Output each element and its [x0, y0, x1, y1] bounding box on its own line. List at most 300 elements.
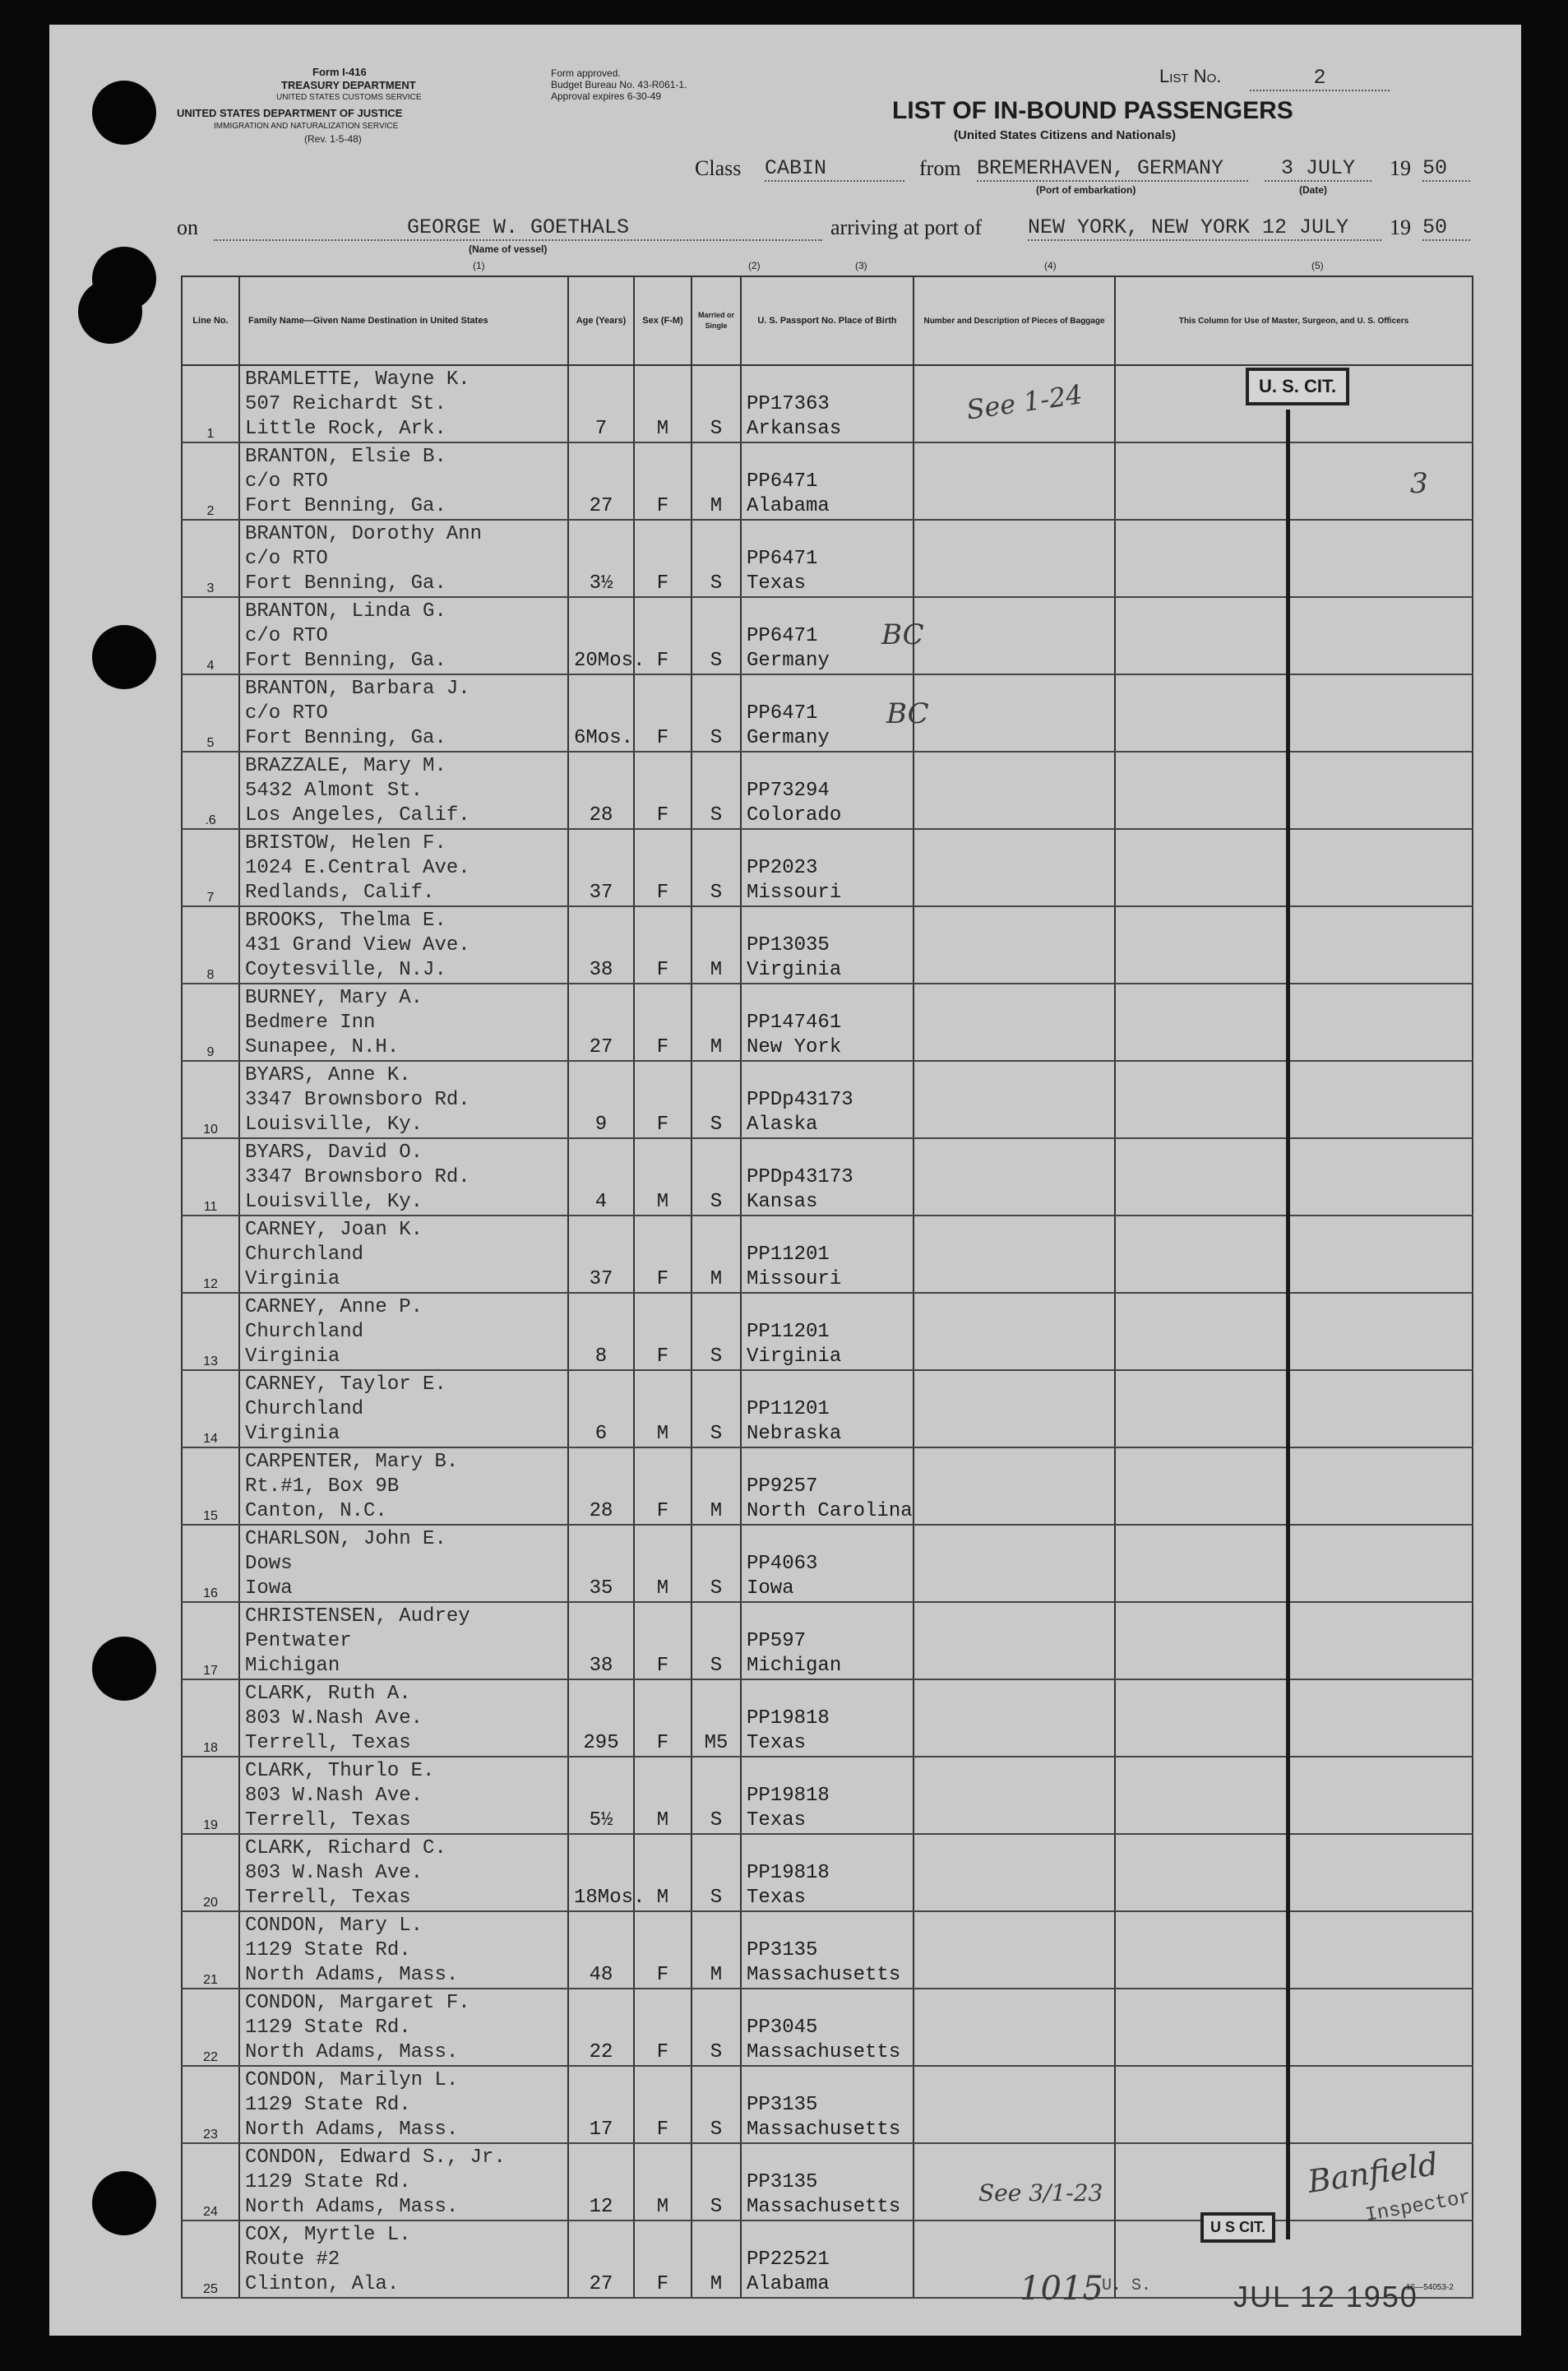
col-num-5: (5): [1311, 260, 1324, 271]
address-line: Terrell, Texas: [245, 1732, 411, 1754]
table-row: [182, 442, 1473, 520]
line-number: 23: [182, 2066, 239, 2143]
passenger-name: [239, 984, 568, 1061]
passenger-sex: M: [634, 1525, 691, 1602]
address-line: Little Rock, Ark.: [245, 418, 446, 440]
birth-place: Alabama: [747, 495, 830, 517]
passenger-sex: F: [634, 1989, 691, 2066]
officer-cell: [1115, 1834, 1473, 1911]
birth-place: Nebraska: [747, 1423, 842, 1445]
class-value: CABIN: [765, 156, 904, 182]
passport-birth: [741, 2143, 914, 2220]
passenger-sex: M: [634, 365, 691, 442]
line-number: 18: [182, 1679, 239, 1757]
passport-number: PP11201: [747, 1398, 830, 1420]
table-row: [182, 2143, 1473, 2220]
year-value: 50: [1422, 156, 1470, 182]
approval-expires: Approval expires 6-30-49: [551, 90, 662, 102]
table-row: [182, 597, 1473, 674]
passenger-name: [239, 2066, 568, 2143]
line-number: 19: [182, 1757, 239, 1834]
table-row: [182, 1834, 1473, 1911]
line-number: 22: [182, 1989, 239, 2066]
passenger-sex: F: [634, 520, 691, 597]
budget-bureau: Budget Bureau No. 43-R061-1.: [551, 79, 687, 90]
passport-birth: [741, 1370, 914, 1447]
passport-number: PP3135: [747, 2171, 818, 2193]
passport-birth: [741, 1834, 914, 1911]
address-line: North Adams, Mass.: [245, 2119, 459, 2141]
passenger-age: 6: [568, 1370, 634, 1447]
baggage-cell: [914, 829, 1115, 906]
family-name: CONDON, Mary L.: [245, 1915, 423, 1937]
count-mark: 3: [1410, 467, 1428, 500]
on-label: on: [177, 215, 198, 239]
passenger-table: [181, 276, 1473, 2299]
binder-hole: [78, 280, 142, 344]
marital-status: S: [691, 1525, 741, 1602]
birth-place: Massachusetts: [747, 2196, 901, 2218]
address-line: 1129 State Rd.: [245, 2171, 411, 2193]
baggage-cell: [914, 597, 1115, 674]
officer-cell: [1115, 520, 1473, 597]
marital-status: S: [691, 2066, 741, 2143]
passenger-sex: M: [634, 1138, 691, 1216]
passenger-name: [239, 1447, 568, 1525]
address-line: 803 W.Nash Ave.: [245, 1785, 423, 1807]
passenger-age: 35: [568, 1525, 634, 1602]
passport-number: PPDp43173: [747, 1089, 853, 1111]
passport-birth: [741, 1757, 914, 1834]
marital-status: M: [691, 984, 741, 1061]
passenger-name: [239, 1834, 568, 1911]
officer-column-line: [1286, 410, 1290, 2239]
passenger-sex: F: [634, 1293, 691, 1370]
officer-cell: [1115, 1447, 1473, 1525]
address-line: Terrell, Texas: [245, 1887, 411, 1909]
port-of-embarkation: BREMERHAVEN, GERMANY: [977, 156, 1248, 182]
revision: (Rev. 1-5-48): [304, 133, 362, 145]
binder-hole: [92, 81, 156, 145]
inspector-title: Inspector: [1363, 2186, 1473, 2228]
address-line: Fort Benning, Ga.: [245, 572, 446, 595]
address-line: 803 W.Nash Ave.: [245, 1862, 423, 1884]
address-line: Churchland: [245, 1243, 364, 1266]
table-row: [182, 1757, 1473, 1834]
bc-mark-2: BC: [886, 697, 929, 730]
marital-status: M5: [691, 1679, 741, 1757]
baggage-cell: [914, 1911, 1115, 1989]
col-num-1: (1): [473, 260, 485, 271]
passport-birth: [741, 1293, 914, 1370]
passport-number: PP11201: [747, 1243, 830, 1266]
officer-cell: [1115, 1911, 1473, 1989]
address-line: Sunapee, N.H.: [245, 1036, 400, 1058]
passport-birth: [741, 442, 914, 520]
baggage-cell: [914, 674, 1115, 752]
address-line: Iowa: [245, 1577, 293, 1600]
passenger-sex: F: [634, 906, 691, 984]
birth-place: Arkansas: [747, 418, 842, 440]
family-name: BRISTOW, Helen F.: [245, 832, 446, 854]
passport-number: PP17363: [747, 393, 830, 415]
family-name: CARNEY, Joan K.: [245, 1219, 423, 1241]
line-number: 13: [182, 1293, 239, 1370]
line-number: 24: [182, 2143, 239, 2220]
passport-number: PP6471: [747, 702, 818, 725]
ins-service: IMMIGRATION AND NATURALIZATION SERVICE: [214, 122, 399, 131]
passenger-name: [239, 1216, 568, 1293]
birth-place: Missouri: [747, 882, 842, 904]
passenger-age: 17: [568, 2066, 634, 2143]
address-line: Virginia: [245, 1268, 340, 1290]
birth-place: Germany: [747, 650, 830, 672]
passport-birth: [741, 1447, 914, 1525]
birth-place: Texas: [747, 1809, 807, 1832]
baggage-cell: [914, 1989, 1115, 2066]
header-line: Line No.: [182, 276, 239, 365]
marital-status: S: [691, 597, 741, 674]
marital-status: S: [691, 1757, 741, 1834]
table-row: [182, 1447, 1473, 1525]
passport-number: PP3045: [747, 2017, 818, 2039]
address-line: Canton, N.C.: [245, 1500, 387, 1522]
birth-place: Virginia: [747, 959, 842, 981]
address-line: Terrell, Texas: [245, 1809, 411, 1832]
passport-number: PP19818: [747, 1785, 830, 1807]
address-line: 3347 Brownsboro Rd.: [245, 1089, 470, 1111]
passenger-name: [239, 1679, 568, 1757]
header-name: Family Name—Given Name Destination in United States: [239, 276, 568, 365]
passenger-name: [239, 2220, 568, 2298]
address-line: Los Angeles, Calif.: [245, 804, 470, 827]
passenger-sex: F: [634, 1216, 691, 1293]
passport-number: PP3135: [747, 2094, 818, 2116]
passport-number: PP6471: [747, 625, 818, 647]
address-line: 1129 State Rd.: [245, 2094, 411, 2116]
passport-number: PP147461: [747, 1012, 842, 1034]
header-baggage: Number and Description of Pieces of Baggage: [914, 276, 1115, 365]
address-line: Virginia: [245, 1345, 340, 1368]
arrival-year: 50: [1422, 215, 1470, 241]
passenger-sex: M: [634, 2143, 691, 2220]
passenger-age: 22: [568, 1989, 634, 2066]
birth-place: Kansas: [747, 1191, 818, 1213]
address-line: North Adams, Mass.: [245, 2041, 459, 2063]
port-caption: (Port of embarkation): [1036, 184, 1136, 196]
address-line: Fort Benning, Ga.: [245, 727, 446, 749]
line-number: 4: [182, 597, 239, 674]
passport-birth: [741, 906, 914, 984]
table-row: [182, 1679, 1473, 1757]
address-line: Route #2: [245, 2248, 340, 2271]
passenger-sex: M: [634, 1834, 691, 1911]
passenger-name: [239, 1602, 568, 1679]
birth-place: Texas: [747, 1732, 807, 1754]
address-line: Coytesville, N.J.: [245, 959, 446, 981]
officer-cell: [1115, 2066, 1473, 2143]
passenger-sex: F: [634, 829, 691, 906]
list-no-value: 2: [1250, 66, 1390, 91]
address-line: 803 W.Nash Ave.: [245, 1707, 423, 1730]
marital-status: S: [691, 1370, 741, 1447]
birth-place: Massachusetts: [747, 1964, 901, 1986]
passport-birth: [741, 1602, 914, 1679]
passenger-sex: F: [634, 984, 691, 1061]
family-name: CARPENTER, Mary B.: [245, 1451, 459, 1473]
table-row: [182, 520, 1473, 597]
baggage-cell: [914, 1293, 1115, 1370]
marital-status: S: [691, 1061, 741, 1138]
passport-number: PP6471: [747, 470, 818, 493]
manifest-page: [49, 25, 1521, 2336]
passenger-name: [239, 1757, 568, 1834]
passport-birth: [741, 984, 914, 1061]
table-row: [182, 829, 1473, 906]
line-number: 9: [182, 984, 239, 1061]
passenger-name: [239, 365, 568, 442]
passenger-sex: F: [634, 1061, 691, 1138]
officer-cell: [1115, 1216, 1473, 1293]
passenger-age: 38: [568, 1602, 634, 1679]
officer-cell: [1115, 1602, 1473, 1679]
line-number: 15: [182, 1447, 239, 1525]
family-name: BRANTON, Linda G.: [245, 600, 446, 623]
officer-cell: [1115, 1370, 1473, 1447]
passenger-sex: F: [634, 1679, 691, 1757]
address-line: Clinton, Ala.: [245, 2273, 400, 2295]
line-number: 17: [182, 1602, 239, 1679]
passenger-name: [239, 520, 568, 597]
passenger-age: 20Mos.: [568, 597, 634, 674]
address-line: 1024 E.Central Ave.: [245, 857, 470, 879]
header-passport: U. S. Passport No. Place of Birth: [741, 276, 914, 365]
passenger-sex: F: [634, 1447, 691, 1525]
class-label: Class: [695, 156, 742, 180]
passenger-age: 4: [568, 1138, 634, 1216]
passenger-name: [239, 1061, 568, 1138]
officer-cell: [1115, 829, 1473, 906]
passenger-name: [239, 597, 568, 674]
family-name: CHARLSON, John E.: [245, 1528, 446, 1550]
line-number: 10: [182, 1061, 239, 1138]
address-line: Churchland: [245, 1321, 364, 1343]
binder-hole: [92, 1637, 156, 1701]
passenger-sex: M: [634, 1757, 691, 1834]
date-stamp: JUL 12 1950: [1233, 2280, 1418, 2313]
arrival-port: NEW YORK, NEW YORK 12 JULY: [1028, 215, 1381, 241]
table-header-row: [182, 276, 1473, 365]
page-subtitle: (United States Citizens and Nationals): [954, 128, 1177, 142]
passenger-age: 6Mos.: [568, 674, 634, 752]
passenger-age: 9: [568, 1061, 634, 1138]
inspector-signature: Banfield: [1305, 2146, 1441, 2200]
address-line: Louisville, Ky.: [245, 1191, 423, 1213]
justice-dept: UNITED STATES DEPARTMENT OF JUSTICE: [177, 107, 403, 119]
birth-place: North Carolina: [747, 1500, 913, 1522]
passport-number: PP3135: [747, 1939, 818, 1961]
address-line: c/o RTO: [245, 625, 328, 647]
passenger-sex: F: [634, 2220, 691, 2298]
form-approved: Form approved.: [551, 67, 621, 79]
passport-birth: [741, 1911, 914, 1989]
officer-cell: [1115, 1138, 1473, 1216]
passport-number: PP73294: [747, 780, 830, 802]
table-row: [182, 1525, 1473, 1602]
passenger-age: 37: [568, 829, 634, 906]
baggage-cell: [914, 1447, 1115, 1525]
family-name: CONDON, Margaret F.: [245, 1992, 470, 2014]
officer-cell: [1115, 906, 1473, 984]
baggage-note-bottom: See 3/1-23: [978, 2179, 1103, 2207]
address-line: c/o RTO: [245, 470, 328, 493]
col-num-3: (3): [855, 260, 867, 271]
vessel-name: GEORGE W. GOETHALS: [214, 215, 822, 241]
address-line: 1129 State Rd.: [245, 1939, 411, 1961]
line-number: 25: [182, 2220, 239, 2298]
officer-cell: [1115, 1679, 1473, 1757]
passport-number: PP4063: [747, 1553, 818, 1575]
table-row: [182, 2066, 1473, 2143]
baggage-cell: [914, 1834, 1115, 1911]
family-name: BROOKS, Thelma E.: [245, 910, 446, 932]
address-line: 507 Reichardt St.: [245, 393, 446, 415]
family-name: BRAZZALE, Mary M.: [245, 755, 446, 777]
passport-birth: [741, 1061, 914, 1138]
address-line: Fort Benning, Ga.: [245, 495, 446, 517]
marital-status: M: [691, 442, 741, 520]
marital-status: S: [691, 520, 741, 597]
line-number: 7: [182, 829, 239, 906]
line-number: 11: [182, 1138, 239, 1216]
marital-status: S: [691, 365, 741, 442]
address-line: Virginia: [245, 1423, 340, 1445]
arriving-label: arriving at port of: [830, 215, 983, 239]
line-number: 3: [182, 520, 239, 597]
address-line: Bedmere Inn: [245, 1012, 376, 1034]
passenger-age: 38: [568, 906, 634, 984]
birth-place: Iowa: [747, 1577, 794, 1600]
passenger-age: 27: [568, 442, 634, 520]
baggage-cell: [914, 1061, 1115, 1138]
passenger-name: [239, 829, 568, 906]
marital-status: S: [691, 674, 741, 752]
handwritten-total: 1015: [1020, 2270, 1103, 2308]
binder-hole: [92, 2171, 156, 2235]
header-age: Age (Years): [568, 276, 634, 365]
passenger-age: 8: [568, 1293, 634, 1370]
family-name: BRANTON, Elsie B.: [245, 446, 446, 468]
line-number: 16: [182, 1525, 239, 1602]
baggage-cell: [914, 1757, 1115, 1834]
marital-status: S: [691, 752, 741, 829]
address-line: Rt.#1, Box 9B: [245, 1475, 400, 1498]
page-title: LIST OF IN-BOUND PASSENGERS: [892, 97, 1293, 124]
passenger-age: 295: [568, 1679, 634, 1757]
baggage-cell: [914, 520, 1115, 597]
baggage-note-top: See 1-24: [964, 378, 1085, 426]
birth-place: New York: [747, 1036, 842, 1058]
family-name: CONDON, Edward S., Jr.: [245, 2146, 506, 2169]
address-line: 431 Grand View Ave.: [245, 934, 470, 956]
passenger-name: [239, 1138, 568, 1216]
inspector-prefix: U. S.: [1102, 2276, 1152, 2295]
birth-place: Texas: [747, 1887, 807, 1909]
passport-birth: [741, 1216, 914, 1293]
marital-status: M: [691, 1911, 741, 1989]
address-line: 1129 State Rd.: [245, 2017, 411, 2039]
family-name: CARNEY, Anne P.: [245, 1296, 423, 1318]
baggage-cell: [914, 2066, 1115, 2143]
birth-place: Missouri: [747, 1268, 842, 1290]
header-sex: Sex (F-M): [634, 276, 691, 365]
address-line: Churchland: [245, 1398, 364, 1420]
birth-place: Alabama: [747, 2273, 830, 2295]
line-number: .6: [182, 752, 239, 829]
passenger-name: [239, 442, 568, 520]
marital-status: M: [691, 1216, 741, 1293]
form-number: Form I-416: [312, 66, 367, 78]
col-num-2: (2): [748, 260, 761, 271]
passenger-sex: F: [634, 2066, 691, 2143]
baggage-cell: [914, 1679, 1115, 1757]
treasury-dept: TREASURY DEPARTMENT: [281, 79, 416, 91]
address-line: c/o RTO: [245, 702, 328, 725]
passenger-age: 18Mos.: [568, 1834, 634, 1911]
table-row: [182, 1293, 1473, 1370]
passport-number: PP22521: [747, 2248, 830, 2271]
list-no-label: List No.: [1159, 66, 1222, 86]
marital-status: M: [691, 1447, 741, 1525]
passenger-age: 3½: [568, 520, 634, 597]
passport-birth: [741, 752, 914, 829]
arrival-year-prefix: 19: [1390, 215, 1411, 239]
baggage-cell: [914, 906, 1115, 984]
passenger-sex: M: [634, 1370, 691, 1447]
passport-birth: [741, 1525, 914, 1602]
line-number: 20: [182, 1834, 239, 1911]
year-prefix: 19: [1390, 156, 1411, 180]
passenger-sex: F: [634, 597, 691, 674]
marital-status: S: [691, 1293, 741, 1370]
passenger-name: [239, 1989, 568, 2066]
birth-place: Massachusetts: [747, 2119, 901, 2141]
baggage-cell: [914, 1138, 1115, 1216]
address-line: c/o RTO: [245, 548, 328, 570]
officer-cell: [1115, 1989, 1473, 2066]
header-married: Married or Single: [691, 276, 741, 365]
address-line: Redlands, Calif.: [245, 882, 435, 904]
officer-cell: [1115, 1757, 1473, 1834]
passport-birth: [741, 1138, 914, 1216]
birth-place: Texas: [747, 572, 807, 595]
line-number: 14: [182, 1370, 239, 1447]
birth-place: Virginia: [747, 1345, 842, 1368]
birth-place: Massachusetts: [747, 2041, 901, 2063]
family-name: BYARS, Anne K.: [245, 1064, 411, 1086]
baggage-cell: [914, 442, 1115, 520]
marital-status: S: [691, 1834, 741, 1911]
address-line: 5432 Almont St.: [245, 780, 423, 802]
us-citizen-stamp-top: U. S. CIT.: [1246, 368, 1349, 405]
header-officers: This Column for Use of Master, Surgeon, and U. S. Officers: [1115, 276, 1473, 365]
col-num-4: (4): [1044, 260, 1057, 271]
line-number: 8: [182, 906, 239, 984]
marital-status: S: [691, 1138, 741, 1216]
marital-status: S: [691, 829, 741, 906]
us-citizen-stamp-bottom: U S CIT.: [1200, 2212, 1275, 2243]
passport-birth: [741, 365, 914, 442]
